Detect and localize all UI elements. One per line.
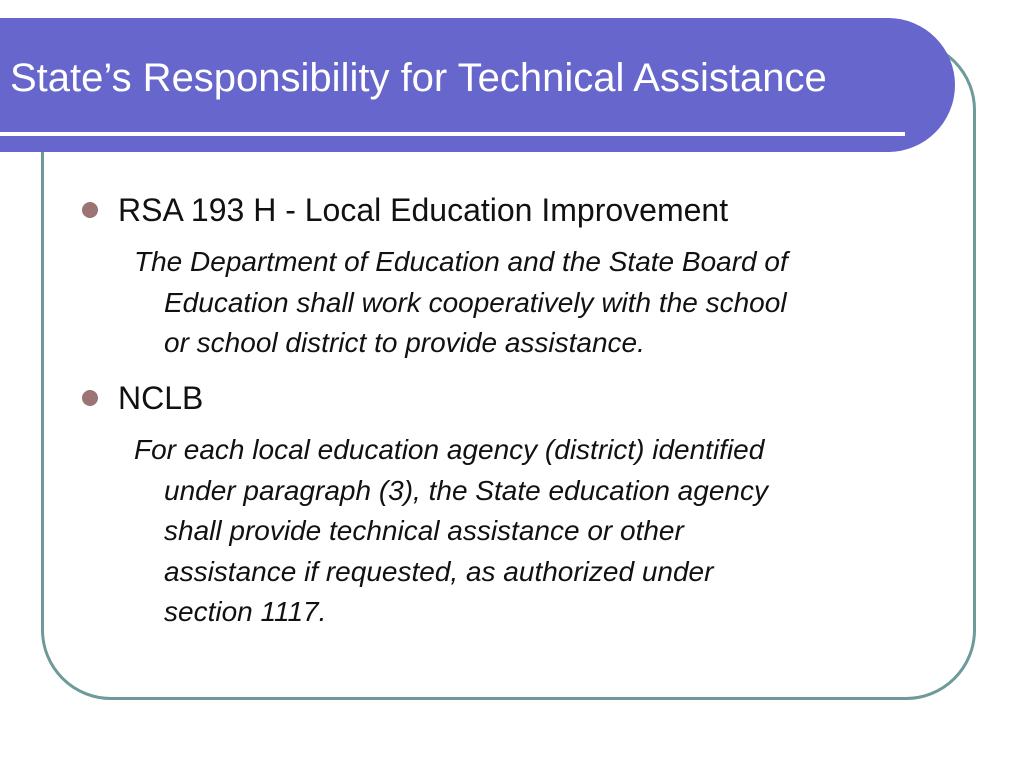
slide-title: State’s Responsibility for Technical Assistance <box>10 56 827 100</box>
bullet-item-nclb <box>82 378 203 418</box>
title-underline <box>0 132 905 136</box>
bullet-dot-icon <box>82 390 98 406</box>
bullet-heading: NCLB <box>118 380 204 416</box>
detail-line: The Department of Education and the State Board of <box>134 246 788 277</box>
detail-line: under paragraph (3), the State education agency <box>164 474 768 506</box>
detail-line: For each local education agency (district) identified <box>134 434 765 465</box>
bullet-detail-nclb <box>134 430 934 633</box>
bullet-detail-rsa <box>134 242 934 364</box>
bullet-item-rsa <box>82 190 728 230</box>
detail-line: assistance if requested, as authorized under <box>164 555 714 587</box>
detail-line: or school district to provide assistance. <box>164 327 645 358</box>
bullet-dot-icon <box>82 202 98 218</box>
detail-line: section 1117. <box>164 596 327 627</box>
detail-line: Education shall work cooperatively with the school <box>164 286 787 318</box>
bullet-heading: RSA 193 H - Local Education Improvement <box>118 192 729 228</box>
detail-line: shall provide technical assistance or other <box>164 515 684 546</box>
